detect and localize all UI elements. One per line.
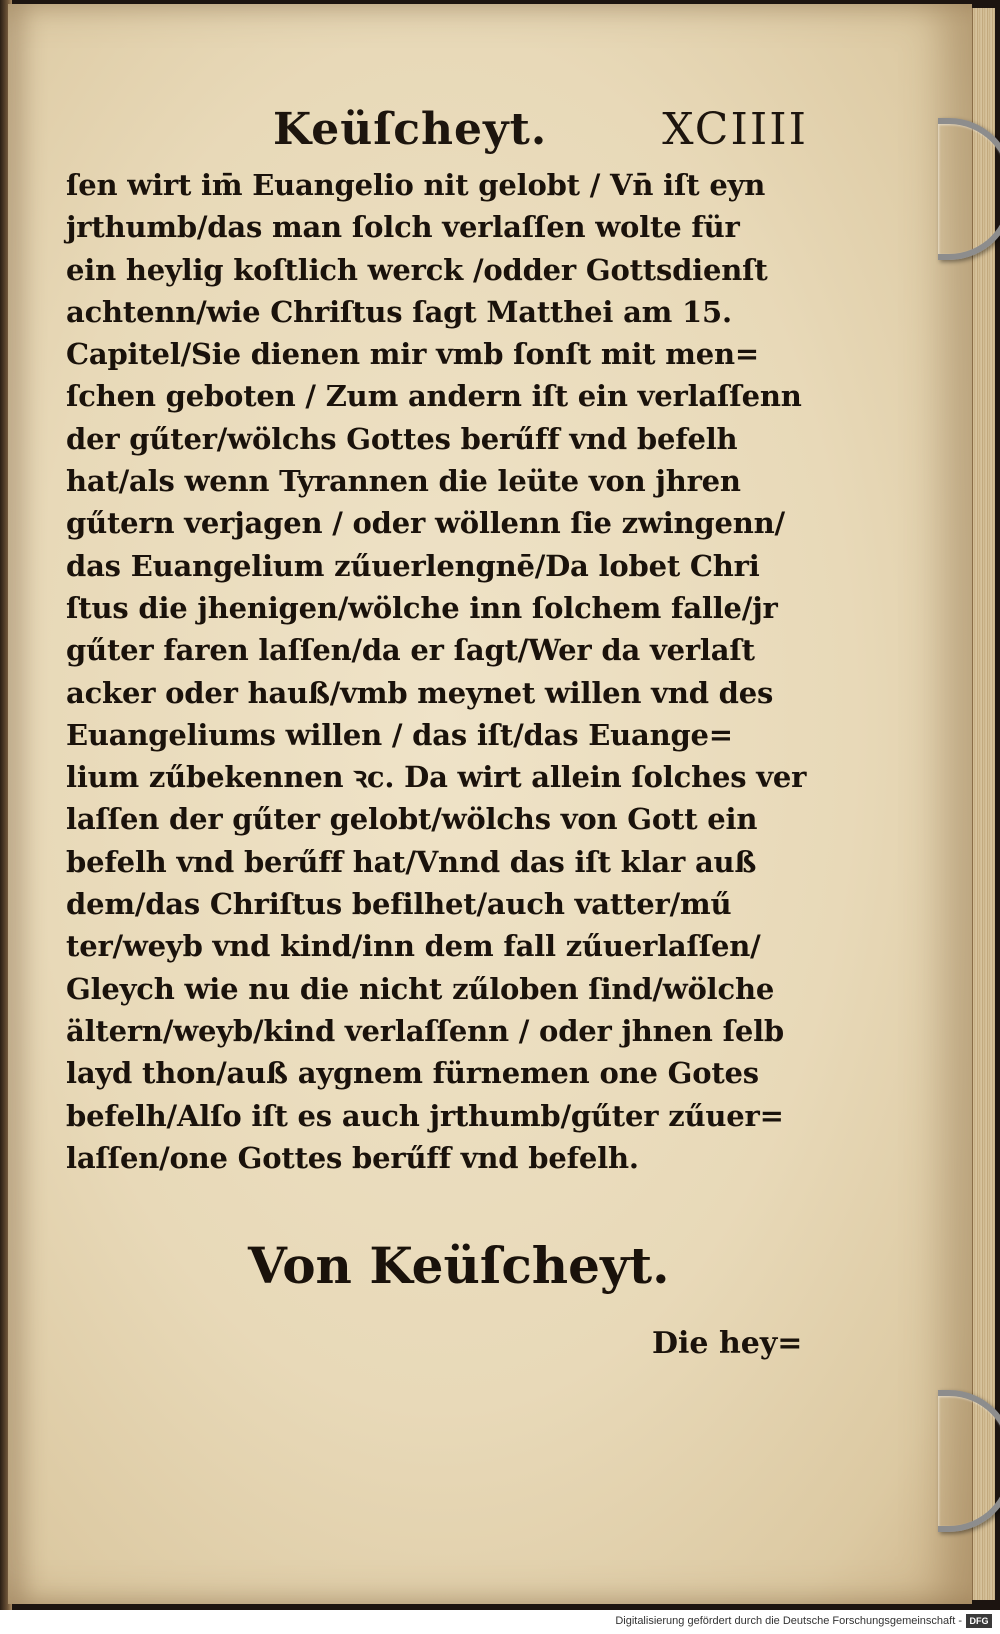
metal-clip-top <box>938 118 1000 260</box>
text-line: der gűter/wölchs Gottes berűff vnd befelh <box>66 421 738 456</box>
text-line: Capitel/Sie dienen mir vmb ſonſt mit men= <box>66 337 759 372</box>
text-line: hat/als wenn Tyrannen die leüte von jhren <box>66 464 741 499</box>
catchword: Die hey= <box>652 1326 803 1361</box>
text-line: laſſen der gűter gelobt/wölchs von Gott ein <box>66 802 758 837</box>
text-line: ſtus die jhenigen/wölche inn ſolchem falle/jr <box>66 590 778 625</box>
text-line: ſen wirt im̄ Euangelio nit gelobt / Vn̄ iſt eyn <box>66 168 766 202</box>
dfg-logo: DFG <box>966 1614 992 1628</box>
text-line: jrthumb/das man ſolch verlaſſen wolte für <box>66 210 740 245</box>
text-line: lium zűbekennen ꝛc. Da wirt allein ſolches ver <box>66 760 807 795</box>
text-line: Gleych wie nu die nicht zűloben ſind/wölche <box>66 971 775 1006</box>
running-title: Keüſcheyt. <box>273 104 548 155</box>
footer-bar <box>0 1610 1000 1634</box>
text-line: achtenn/wie Chriſtus ſagt Matthei am 15. <box>66 294 732 329</box>
text-line: ein heylig koſtlich werck /odder Gottsdienſt <box>66 252 768 287</box>
funding-credit: Digitalisierung gefördert durch die Deutsche Forschungsgemeinschaft - <box>615 1615 962 1627</box>
folio-number: XCIIII <box>662 104 808 155</box>
text-line: befelh/Alſo iſt es auch jrthumb/gűter zűuer= <box>66 1098 784 1133</box>
metal-clip-bottom <box>938 1390 1000 1532</box>
text-line: laſſen/one Gottes berűff vnd befelh. <box>66 1140 639 1175</box>
running-head <box>68 104 808 164</box>
text-line: dem/das Chriſtus befilhet/auch vatter/mű <box>66 887 732 922</box>
text-line: ter/weyb vnd kind/inn dem fall zűuerlaſſen/ <box>66 929 761 964</box>
text-line: gűtern verjagen / oder wöllenn ſie zwingenn/ <box>66 506 785 541</box>
text-line: ſchen geboten / Zum andern iſt ein verlaſſenn <box>66 379 802 414</box>
text-line: ältern/weyb/kind verlaſſenn / oder jhnen ſelb <box>66 1013 785 1048</box>
text-line: acker oder hauß/vmb meynet willen vnd des <box>66 675 774 710</box>
text-line: das Euangelium zűuerlengnē/Da lobet Chri <box>66 548 760 583</box>
body-text <box>66 164 807 1179</box>
book-page <box>8 4 972 1604</box>
text-line: Euangeliums willen / das iſt/das Euange= <box>66 717 733 752</box>
text-line: befelh vnd berűff hat/Vnnd das iſt klar auß <box>66 844 757 879</box>
text-line: gűter faren laſſen/da er ſagt/Wer da verlaſt <box>66 633 755 668</box>
text-line: layd thon/auß aygnem fürnemen one Gotes <box>66 1056 759 1091</box>
section-heading: Von Keüſcheyt. <box>248 1236 670 1295</box>
